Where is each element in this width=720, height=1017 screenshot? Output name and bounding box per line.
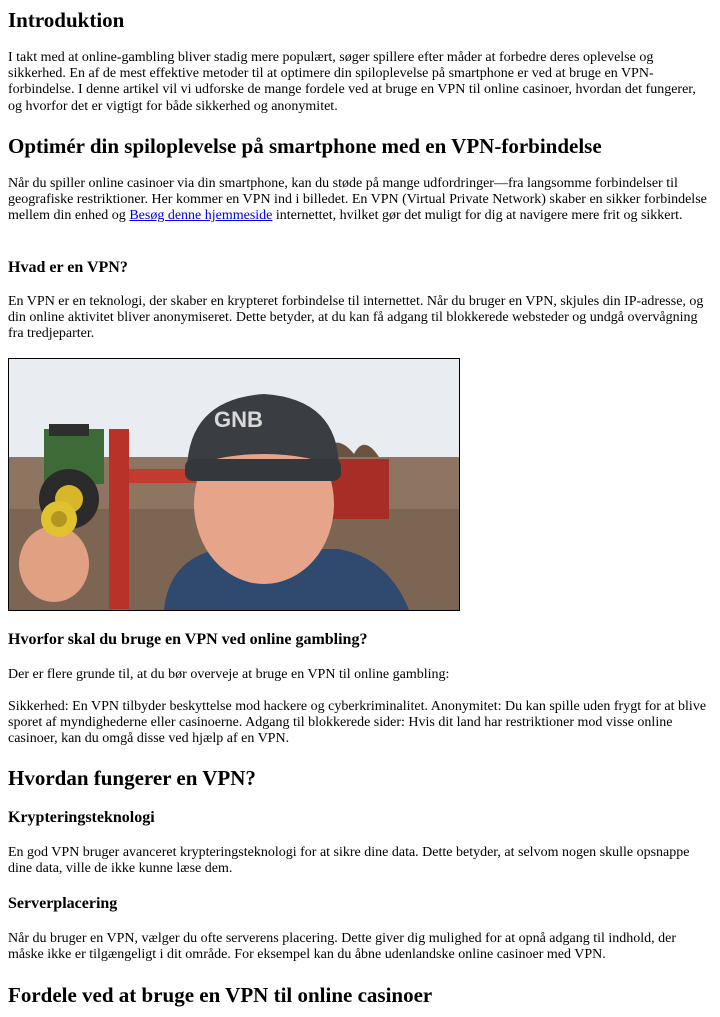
what-heading: Hvad er en VPN? xyxy=(8,259,128,276)
cap-logo-text: GNB xyxy=(214,407,263,432)
crypto-paragraph: En god VPN bruger avanceret krypteringsteknologi for at sikre dine data. Dette betyder, at selvom nogen skulle opsnappe dine data, ville de ikke kunne læse dem. xyxy=(8,845,690,877)
server-heading: Serverplacering xyxy=(8,895,118,912)
why-paragraph-1: Der er flere grunde til, at du bør overveje at bruge en VPN til online gambling: xyxy=(8,667,450,682)
homepage-link[interactable]: Besøg denne hjemmeside xyxy=(129,208,273,224)
article-image xyxy=(8,358,460,611)
crypto-heading: Krypteringsteknologi xyxy=(8,809,155,826)
benefits-heading: Fordele ved at bruge en VPN til online casinoer xyxy=(8,983,433,1007)
what-paragraph: En VPN er en teknologi, der skaber en krypteret forbindelse til internettet. Når du bruger en VPN, skjules din IP-adresse, og din online aktivitet bliver anonymiseret. Dette betyder, at du kan få adgang til blokkerede websteder og undgå overvågning fra tredjeparter. xyxy=(8,294,704,342)
optimize-text-after: internettet, hvilket gør det muligt for dig at navigere mere frit og sikkert. xyxy=(272,208,683,224)
intro-paragraph: I takt med at online-gambling bliver stadig mere populært, søger spillere efter måder at forbedre deres oplevelse og sikkerhed. En af de mest effektive metoder til at optimere din spiloplevelse på smartphone er ved at bruge en VPN-forbindelse. I denne artikel vil vi udforske de mange fordele ved at bruge en VPN til online casinoer, hvordan det fungerer, og hvorfor det er vigtigt for både sikkerhed og anonymitet. xyxy=(8,50,696,114)
optimize-paragraph xyxy=(8,176,712,225)
farmer-photo xyxy=(9,359,459,610)
server-paragraph: Når du bruger en VPN, vælger du ofte serverens placering. Dette giver dig mulighed for at opnå adgang til indhold, der måske ikke er tilgængeligt i dit område. For eksempel kan du åbne udenlandske online casinoer med VPN. xyxy=(8,931,677,963)
why-paragraph-2: Sikkerhed: En VPN tilbyder beskyttelse mod hackere og cyberkriminalitet. Anonymitet: Du kan spille uden frygt for at blive sporet af myndighederne eller casinoerne. Adgang til blokkerede sider: Hvis dit land har restriktioner mod visse online casinoer, kan du omgå disse ved hjælp af en VPN. xyxy=(8,699,707,747)
intro-heading: Introduktion xyxy=(8,8,125,32)
optimize-heading: Optimér din spiloplevelse på smartphone med en VPN-forbindelse xyxy=(8,134,602,158)
how-heading: Hvordan fungerer en VPN? xyxy=(8,766,256,790)
optimize-text-before: Når du spiller online casinoer via din smartphone, kan du støde på mange udfordringer—fra langsomme forbindelser til geografiske restriktioner. Her kommer en VPN ind i billedet. En VPN (Virtual Private Network) skaber en sikker forbindelse mellem din enhed og xyxy=(8,176,707,224)
why-heading: Hvorfor skal du bruge en VPN ved online gambling? xyxy=(8,631,368,648)
